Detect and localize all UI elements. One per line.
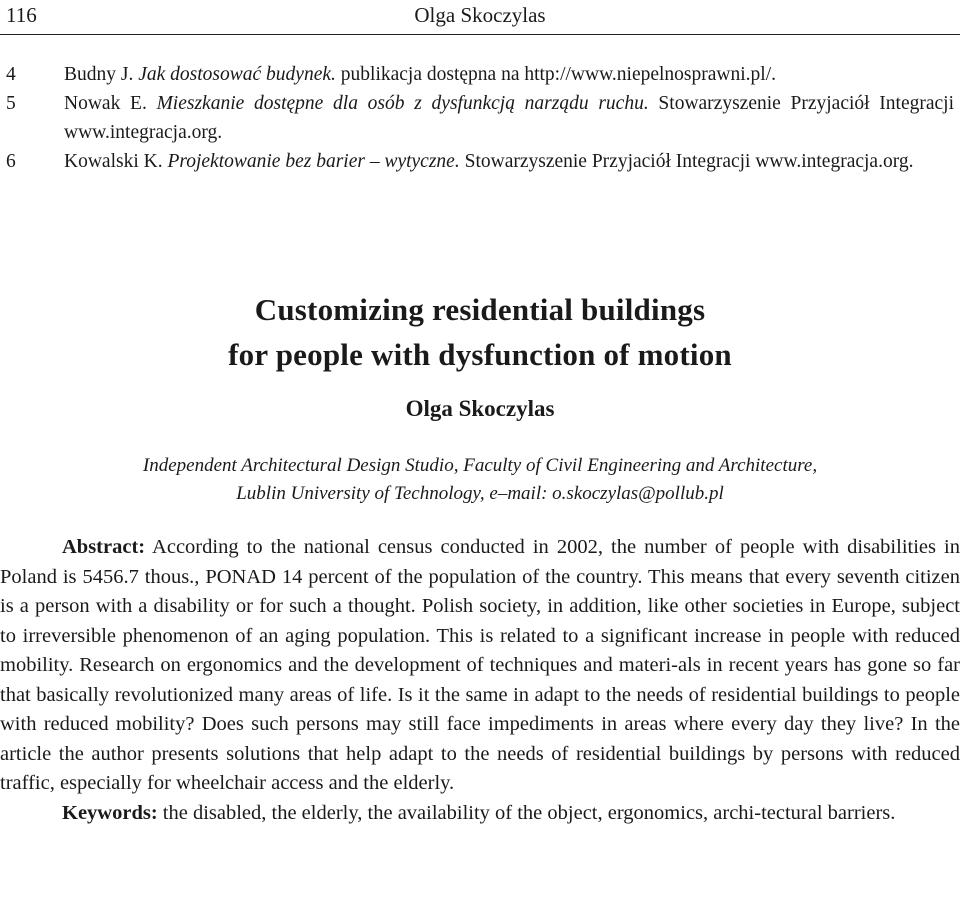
keywords-label: Keywords:	[62, 801, 158, 824]
keywords-paragraph	[0, 799, 960, 829]
reference-title: Projektowanie bez barier – wytyczne.	[167, 151, 460, 172]
abstract-text: According to the national census conducted in 2002, the number of people with disabilities in Poland is 5456.7 thous., PONAD 14 percent of the population of the country. This means that every seventh citizen is a person with a disability or for such a thought. Polish society, in addition, like other societies in Europe, subject to irreversible phenomenon of an aging population. This is related to a significant increase in people with reduced mobility. Research on ergonomics and the development of techniques and materi-als in recent years has gone so far that basically revolutionized many areas of life. Is it the same in adapt to the needs of residential buildings to people with reduced mobility? Does such persons may still face impediments in areas where every day they live? In the article the author presents solutions that help adapt to the needs of residential buildings by persons with reduced traffic, especially for wheelchair access and the elderly.	[0, 536, 960, 794]
article-title-line-1: Customizing residential buildings	[254, 292, 706, 327]
abstract-paragraph	[0, 533, 960, 799]
abstract-label: Abstract:	[62, 536, 146, 558]
affiliation-line-2: Lublin University of Technology, e–mail: o.skoczylas@pollub.pl	[236, 483, 724, 504]
reference-item	[6, 60, 954, 89]
reference-author: Kowalski K.	[64, 151, 168, 172]
keywords-text: the disabled, the elderly, the availability of the object, ergonomics, archi-tectural barriers.	[157, 801, 896, 824]
reference-title: Mieszkanie dostępne dla osób z dysfunkcją narządu ruchu.	[156, 93, 649, 114]
page-number: 116	[6, 3, 37, 27]
reference-details: publikacja dostępna na http://www.niepelnosprawni.pl/.	[335, 64, 777, 85]
abstract-section	[0, 533, 960, 828]
reference-title: Jak dostosować budynek.	[138, 64, 336, 85]
affiliation-line-1: Independent Architectural Design Studio, Faculty of Civil Engineering and Architecture,	[142, 455, 818, 476]
reference-number: 6	[6, 151, 16, 172]
reference-item	[6, 89, 954, 147]
reference-item	[6, 147, 954, 176]
article-title	[0, 287, 960, 377]
reference-details: Stowarzyszenie Przyjaciół Integracji www.integracja.org.	[64, 93, 955, 143]
reference-details: Stowarzyszenie Przyjaciół Integracji www.integracja.org.	[459, 151, 914, 172]
page-header	[0, 0, 960, 35]
reference-list	[6, 60, 954, 176]
article-title-line-2: for people with dysfunction of motion	[228, 337, 732, 372]
reference-author: Budny J.	[64, 64, 139, 85]
article-author: Olga Skoczylas	[405, 396, 555, 421]
running-head: Olga Skoczylas	[414, 3, 546, 27]
reference-number: 5	[6, 93, 16, 114]
author-affiliation	[40, 452, 920, 508]
reference-author: Nowak E.	[64, 93, 157, 114]
reference-number: 4	[6, 64, 16, 85]
